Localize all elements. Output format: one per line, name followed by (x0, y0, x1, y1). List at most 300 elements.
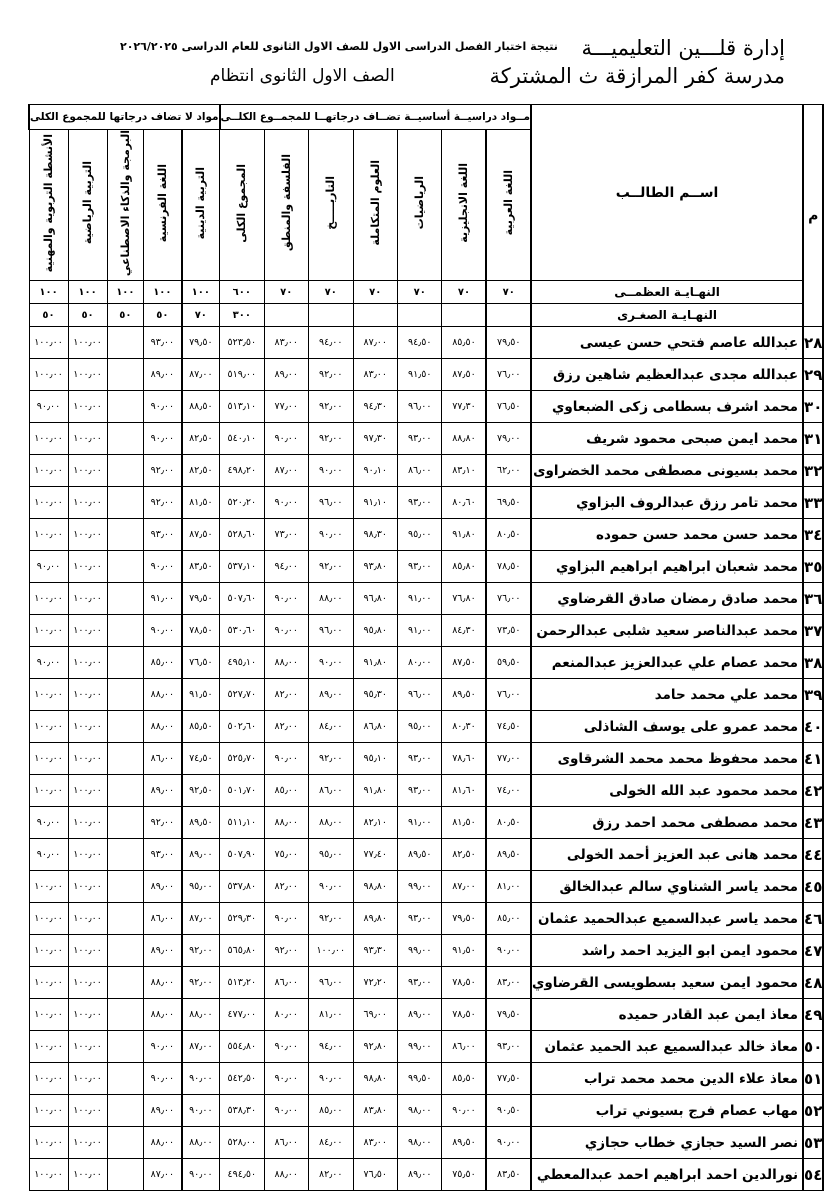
score-cell: ٨٩٫٠٠ (264, 359, 308, 391)
min-score-cell: ٣٠٠ (220, 304, 264, 327)
score-cell: ٧٦٫٨٠ (442, 583, 486, 615)
score-cell: ٩٥٫٣٠ (353, 679, 397, 711)
score-cell (107, 679, 144, 711)
score-cell: ٦٩٫٠٠ (353, 999, 397, 1031)
student-name: محمد عبدالناصر سعيد شلبى عبدالرحمن (531, 615, 803, 647)
score-cell: ٩٠٫٠٠ (144, 1063, 182, 1095)
student-index: ٥٢ (803, 1095, 823, 1127)
score-cell: ٩٠٫٠٠ (29, 647, 68, 679)
score-cell: ١٠٠٫٠٠ (68, 583, 107, 615)
header-group-row (29, 105, 823, 130)
student-index: ٣٩ (803, 679, 823, 711)
student-name: عبدالله مجدى عبدالعظيم شاهين رزق (531, 359, 803, 391)
min-score-cell (486, 304, 531, 327)
score-cell: ١٠٠٫٠٠ (68, 871, 107, 903)
score-cell: ٨٧٫٥٠ (182, 519, 220, 551)
score-cell: ٨٨٫٠٠ (264, 647, 308, 679)
max-score-cell: ٧٠ (264, 281, 308, 304)
score-cell: ٧٨٫٥٠ (442, 999, 486, 1031)
score-cell: ٩٩٫٥٠ (397, 1063, 441, 1095)
score-cell: ٧٤٫٥٠ (486, 711, 531, 743)
score-cell: ٨٨٫٠٠ (144, 711, 182, 743)
score-cell: ١٠٠٫٠٠ (68, 423, 107, 455)
student-name: محمد عصام علي عبدالعزيز عبدالمنعم (531, 647, 803, 679)
score-cell: ٨٩٫٥٠ (442, 679, 486, 711)
score-cell: ٥٢٣٫٥٠ (220, 327, 264, 359)
score-cell: ٩٠٫٠٠ (309, 1063, 353, 1095)
score-cell: ٨٦٫٠٠ (144, 903, 182, 935)
table-row (29, 583, 823, 615)
subject-label: التاريـــــخ (324, 176, 338, 230)
score-cell: ٩٥٫١٠ (353, 743, 397, 775)
student-index: ٣٨ (803, 647, 823, 679)
score-cell: ٩١٫٨٠ (353, 647, 397, 679)
subject-label: التربية الدينية (194, 166, 208, 240)
score-cell: ٧٧٫٤٠ (353, 839, 397, 871)
score-cell: ٥٩٫٥٠ (486, 647, 531, 679)
score-cell: ٧٤٫٠٠ (486, 775, 531, 807)
student-name: معاذ ايمن عبد القادر حميده (531, 999, 803, 1031)
group-header-extra: مواد لا تضاف درجاتها للمجموع الكلى (29, 105, 220, 130)
student-name: نورالدين احمد ابراهيم احمد عبدالمعطي (531, 1159, 803, 1191)
student-index: ٤٦ (803, 903, 823, 935)
score-cell (107, 1063, 144, 1095)
table-row (29, 743, 823, 775)
score-cell: ٨٢٫٠٠ (264, 679, 308, 711)
table-row (29, 871, 823, 903)
max-score-cell: ٧٠ (353, 281, 397, 304)
table-row (29, 775, 823, 807)
score-cell: ٨٠٫٣٠ (442, 711, 486, 743)
score-cell: ٩٠٫٠٠ (264, 903, 308, 935)
score-cell: ٨٧٫٠٠ (442, 871, 486, 903)
score-cell: ٨٥٫٠٠ (309, 1095, 353, 1127)
score-cell: ١٠٠٫٠٠ (29, 999, 68, 1031)
student-name: عبدالله عاصم فتحي حسن عيسى (531, 327, 803, 359)
score-cell: ١٠٠٫٠٠ (29, 711, 68, 743)
score-cell: ٩١٫١٠ (353, 487, 397, 519)
score-cell: ١٠٠٫٠٠ (68, 903, 107, 935)
score-cell: ٩٠٫٠٠ (182, 1159, 220, 1191)
score-cell: ٨٦٫٠٠ (442, 1031, 486, 1063)
score-cell: ١٠٠٫٠٠ (29, 1063, 68, 1095)
max-score-label: النهـايـة العظمــى (531, 281, 803, 304)
score-cell: ٤٩٥٫١٠ (220, 647, 264, 679)
subject-label: اللغة الفرنسية (155, 163, 169, 243)
column-header-name: اســم الطالــب (531, 105, 803, 281)
score-cell: ٨٦٫٠٠ (264, 967, 308, 999)
score-cell: ١٠٠٫٠٠ (29, 327, 68, 359)
score-cell: ٩٠٫٠٠ (486, 1127, 531, 1159)
score-cell: ١٠٠٫٠٠ (68, 487, 107, 519)
student-index: ٥٣ (803, 1127, 823, 1159)
score-cell: ٨٨٫٠٠ (309, 583, 353, 615)
score-cell: ٨٤٫٠٠ (309, 711, 353, 743)
score-cell: ٩١٫٠٠ (144, 583, 182, 615)
score-cell (107, 1159, 144, 1191)
score-cell: ٨١٫٠٠ (309, 999, 353, 1031)
score-cell: ٩١٫٥٠ (442, 935, 486, 967)
score-cell: ٧٨٫٥٠ (442, 967, 486, 999)
max-score-cell: ٧٠ (397, 281, 441, 304)
score-cell: ١٠٠٫٠٠ (29, 519, 68, 551)
score-cell: ٩٠٫٠٠ (309, 647, 353, 679)
score-cell: ٩٥٫٠٠ (397, 519, 441, 551)
score-cell: ٥٦٥٫٨٠ (220, 935, 264, 967)
score-cell: ٥٢٠٫٢٠ (220, 487, 264, 519)
table-row (29, 359, 823, 391)
score-cell: ١٠٠٫٠٠ (29, 1159, 68, 1191)
score-cell: ٨٨٫٠٠ (144, 1127, 182, 1159)
score-cell: ٧٤٫٥٠ (182, 743, 220, 775)
student-name: محمد عمرو على يوسف الشاذلى (531, 711, 803, 743)
score-cell: ١٠٠٫٠٠ (68, 711, 107, 743)
score-cell: ٧٦٫٥٠ (486, 391, 531, 423)
score-cell: ٨٥٫٥٠ (442, 1063, 486, 1095)
score-cell: ٨١٫٥٠ (182, 487, 220, 519)
score-cell: ١٠٠٫٠٠ (68, 999, 107, 1031)
score-cell: ٩١٫٥٠ (397, 359, 441, 391)
score-cell: ٨٢٫٠٠ (309, 1159, 353, 1191)
score-cell: ١٠٠٫٠٠ (68, 679, 107, 711)
student-name: نصر السيد حجازي خطاب حجازي (531, 1127, 803, 1159)
student-name: محمد شعبان ابراهيم ابراهيم البزاوي (531, 551, 803, 583)
score-cell: ٨٨٫٠٠ (144, 679, 182, 711)
student-name: محمد علي محمد حامد (531, 679, 803, 711)
score-cell: ٥٠٧٫٩٠ (220, 839, 264, 871)
student-name: محمد تامر رزق عبدالروف البزاوي (531, 487, 803, 519)
score-cell: ٩٥٫٠٠ (309, 839, 353, 871)
max-score-cell: ١٠٠ (29, 281, 68, 304)
score-cell: ٧٨٫٥٠ (182, 615, 220, 647)
table-row (29, 679, 823, 711)
subject-header (29, 130, 68, 281)
score-cell: ٨٨٫٠٠ (182, 999, 220, 1031)
subject-label: الأنشطة التربوية والمهنية (42, 133, 56, 273)
subject-label: الفلسفة والمنطق (279, 154, 293, 252)
student-name: معاذ علاء الدين محمد محمد تراب (531, 1063, 803, 1095)
score-cell: ٨٩٫٠٠ (397, 999, 441, 1031)
score-cell: ٧٩٫٠٠ (486, 423, 531, 455)
score-cell: ٥٠٢٫٦٠ (220, 711, 264, 743)
score-cell: ٩٤٫٥٠ (397, 327, 441, 359)
max-score-cell: ١٠٠ (144, 281, 182, 304)
score-cell: ٩٦٫٠٠ (309, 967, 353, 999)
score-cell: ٤٧٧٫٠٠ (220, 999, 264, 1031)
subject-header (486, 130, 531, 281)
subject-header (442, 130, 486, 281)
score-cell (107, 551, 144, 583)
score-cell: ٥٣٧٫١٠ (220, 551, 264, 583)
score-cell: ٩١٫٨٠ (442, 519, 486, 551)
score-cell: ٨٠٫٠٠ (397, 647, 441, 679)
min-score-cell (353, 304, 397, 327)
student-name: محمد صادق رمضان صادق القرضاوي (531, 583, 803, 615)
score-cell: ١٠٠٫٠٠ (29, 1095, 68, 1127)
table-row (29, 807, 823, 839)
score-cell: ٧٨٫٥٠ (486, 551, 531, 583)
score-cell: ٧٧٫٥٠ (486, 1063, 531, 1095)
score-cell: ٧٣٫٠٠ (264, 519, 308, 551)
student-index: ٤٢ (803, 775, 823, 807)
score-cell: ٩٨٫٣٠ (353, 519, 397, 551)
min-score-cell: ٥٠ (144, 304, 182, 327)
score-cell: ١٠٠٫٠٠ (29, 615, 68, 647)
score-cell: ٩٨٫٨٠ (353, 871, 397, 903)
score-cell: ٤٩٨٫٢٠ (220, 455, 264, 487)
score-cell: ٥٠١٫٧٠ (220, 775, 264, 807)
score-cell: ٥٠٧٫٦٠ (220, 583, 264, 615)
student-name: محمود ايمن سعيد بسطويسى القرضاوي (531, 967, 803, 999)
score-cell: ٧٩٫٥٠ (442, 903, 486, 935)
subject-header (182, 130, 220, 281)
score-cell: ١٠٠٫٠٠ (29, 455, 68, 487)
score-cell: ٩٨٫٠٠ (397, 1127, 441, 1159)
score-cell (107, 999, 144, 1031)
table-row (29, 1159, 823, 1191)
score-cell: ٨١٫٥٠ (442, 807, 486, 839)
score-cell: ١٠٠٫٠٠ (29, 935, 68, 967)
table-row (29, 1127, 823, 1159)
exam-title: نتيجة اختبار الفصل الدراسى الاول للصف الاول الثانوى للعام الدراسى ٢٠٢٦/٢٠٢٥ (120, 40, 558, 53)
student-index: ٣١ (803, 423, 823, 455)
score-cell: ٩٢٫٠٠ (144, 487, 182, 519)
table-row (29, 647, 823, 679)
score-cell: ١٠٠٫٠٠ (29, 359, 68, 391)
score-cell: ٩٤٫٠٠ (309, 327, 353, 359)
group-header-basic: مــواد دراسيــة أساسيــة تضــاف درجاتهــا للمجمــوع الكلــى (220, 105, 531, 130)
score-cell: ١٠٠٫٠٠ (29, 871, 68, 903)
score-cell: ٧٦٫٥٠ (353, 1159, 397, 1191)
score-cell: ٩٢٫٠٠ (309, 359, 353, 391)
score-cell: ٩٠٫٠٠ (309, 455, 353, 487)
score-cell: ٥٢٧٫٧٠ (220, 679, 264, 711)
student-name: مهاب عصام فرج بسيوني تراب (531, 1095, 803, 1127)
score-cell: ٨٨٫٠٠ (182, 1127, 220, 1159)
min-score-cell: ٥٠ (68, 304, 107, 327)
score-cell: ٩٢٫٠٠ (309, 551, 353, 583)
score-cell: ٩٢٫٠٠ (144, 455, 182, 487)
score-cell: ٩٠٫٠٠ (182, 1095, 220, 1127)
score-cell: ٩٠٫٠٠ (29, 391, 68, 423)
column-header-index: م (803, 105, 823, 327)
score-cell: ١٠٠٫٠٠ (68, 1159, 107, 1191)
student-name: محمد محمود عبد الله الخولى (531, 775, 803, 807)
score-cell: ٩٢٫٠٠ (182, 935, 220, 967)
score-cell: ١٠٠٫٠٠ (29, 967, 68, 999)
score-cell: ٨٧٫٠٠ (182, 359, 220, 391)
score-cell: ٦٢٫٠٠ (486, 455, 531, 487)
score-cell: ١٠٠٫٠٠ (68, 327, 107, 359)
score-cell: ٨٩٫٥٠ (442, 1127, 486, 1159)
score-cell: ٩٣٫٨٠ (353, 551, 397, 583)
score-cell (107, 583, 144, 615)
table-row (29, 551, 823, 583)
score-cell: ٧٢٫٢٠ (353, 967, 397, 999)
student-index: ٣٣ (803, 487, 823, 519)
score-cell: ٨٨٫٠٠ (309, 807, 353, 839)
score-cell: ٨٨٫٠٠ (264, 1159, 308, 1191)
student-index: ٤١ (803, 743, 823, 775)
subject-label: اللغة الانجليزية (457, 163, 471, 243)
student-index: ٤٤ (803, 839, 823, 871)
table-row (29, 903, 823, 935)
score-cell: ٩٠٫٠٠ (486, 935, 531, 967)
subject-label: الرياضيات (413, 176, 427, 230)
score-cell: ٩٠٫٠٠ (264, 1063, 308, 1095)
student-name: محمد هانى عبد العزيز أحمد الخولى (531, 839, 803, 871)
student-index: ٢٨ (803, 327, 823, 359)
score-cell: ٨٥٫٥٠ (442, 327, 486, 359)
table-row (29, 1031, 823, 1063)
subject-header (68, 130, 107, 281)
student-name: محمد ايمن صبحى محمود شريف (531, 423, 803, 455)
score-cell (107, 1127, 144, 1159)
min-score-cell: ٧٠ (182, 304, 220, 327)
score-cell: ٩٠٫١٠ (353, 455, 397, 487)
score-cell: ٨٧٫٠٠ (144, 1159, 182, 1191)
score-cell: ٨٣٫٠٠ (353, 359, 397, 391)
table-row (29, 935, 823, 967)
student-name: محمد بسيونى مصطفى محمد الخضراوى (531, 455, 803, 487)
table-row (29, 391, 823, 423)
score-cell: ٩٤٫٠٠ (309, 1031, 353, 1063)
administration-title: إدارة قلـــين التعليميـــة (581, 36, 785, 60)
table-row (29, 615, 823, 647)
student-name: معاذ خالد عبدالسميع عبد الحميد عثمان (531, 1031, 803, 1063)
score-cell: ٥١٣٫٢٠ (220, 967, 264, 999)
score-cell: ١٠٠٫٠٠ (68, 775, 107, 807)
subject-header (107, 130, 144, 281)
score-cell: ٧٦٫٠٠ (486, 359, 531, 391)
score-cell: ١٠٠٫٠٠ (309, 935, 353, 967)
score-cell: ١٠٠٫٠٠ (68, 1063, 107, 1095)
score-cell: ٨٧٫٠٠ (353, 327, 397, 359)
score-cell: ٥٣٠٫٦٠ (220, 615, 264, 647)
score-cell: ١٠٠٫٠٠ (68, 839, 107, 871)
student-index: ٣٢ (803, 455, 823, 487)
score-cell: ٩٠٫٠٠ (442, 1095, 486, 1127)
score-cell: ٨٩٫٥٠ (486, 839, 531, 871)
score-cell: ٩٣٫٠٠ (144, 327, 182, 359)
score-cell: ٩٣٫٠٠ (397, 903, 441, 935)
score-cell: ٨٧٫٠٠ (264, 455, 308, 487)
score-cell: ٥١١٫١٠ (220, 807, 264, 839)
min-score-cell (397, 304, 441, 327)
min-score-row (29, 304, 823, 327)
min-score-cell (442, 304, 486, 327)
score-cell: ٧٩٫٥٠ (182, 583, 220, 615)
student-index: ٤٩ (803, 999, 823, 1031)
student-index: ٤٠ (803, 711, 823, 743)
score-cell (107, 807, 144, 839)
score-cell: ٨٣٫٥٠ (182, 551, 220, 583)
max-score-cell: ٧٠ (442, 281, 486, 304)
score-cell: ٩٩٫٠٠ (397, 935, 441, 967)
subject-header (309, 130, 353, 281)
score-cell: ٧٩٫٥٠ (486, 327, 531, 359)
student-index: ٥٠ (803, 1031, 823, 1063)
score-cell: ٧٩٫٥٠ (486, 999, 531, 1031)
score-cell: ٧٩٫٥٠ (182, 327, 220, 359)
score-cell: ١٠٠٫٠٠ (29, 1127, 68, 1159)
score-cell: ٨٥٫٨٠ (442, 551, 486, 583)
score-cell: ٩٠٫٠٠ (264, 583, 308, 615)
score-cell: ٩٨٫٨٠ (353, 1063, 397, 1095)
score-cell: ٩٦٫٠٠ (397, 391, 441, 423)
score-cell: ٧٦٫٥٠ (182, 647, 220, 679)
score-cell: ٩٣٫٠٠ (144, 519, 182, 551)
score-cell: ٩٤٫٣٠ (353, 391, 397, 423)
score-cell: ٤٩٤٫٥٠ (220, 1159, 264, 1191)
score-cell (107, 903, 144, 935)
score-cell (107, 839, 144, 871)
score-cell: ٨٦٫٨٠ (353, 711, 397, 743)
score-cell: ٥٢٥٫٧٠ (220, 743, 264, 775)
student-index: ٥٤ (803, 1159, 823, 1191)
score-cell: ١٠٠٫٠٠ (29, 1031, 68, 1063)
score-cell: ٩١٫٠٠ (397, 583, 441, 615)
score-cell: ٩٠٫٠٠ (144, 423, 182, 455)
score-cell: ٩٣٫٠٠ (397, 775, 441, 807)
score-cell: ٧٦٫٠٠ (486, 679, 531, 711)
score-cell: ٩٦٫٠٠ (397, 679, 441, 711)
score-cell: ٧٣٫٥٠ (486, 615, 531, 647)
subject-header (264, 130, 308, 281)
score-cell: ٩٢٫٠٠ (309, 391, 353, 423)
student-index: ٣٠ (803, 391, 823, 423)
score-cell: ٩٠٫٠٠ (144, 1031, 182, 1063)
score-cell: ٨٣٫٥٠ (486, 1159, 531, 1191)
subject-label: اللغة العربية (502, 170, 516, 236)
score-cell (107, 967, 144, 999)
student-index: ٣٦ (803, 583, 823, 615)
score-cell: ٨٠٫٠٠ (264, 999, 308, 1031)
score-cell: ٥٢٩٫٣٠ (220, 903, 264, 935)
score-cell (107, 327, 144, 359)
max-score-cell: ٧٠ (486, 281, 531, 304)
score-cell: ٨٩٫٨٠ (353, 903, 397, 935)
score-cell: ٩٥٫٠٠ (182, 871, 220, 903)
score-cell: ١٠٠٫٠٠ (68, 391, 107, 423)
min-score-label: النهـايـة الصغـرى (531, 304, 803, 327)
score-cell: ٥٥٤٫٨٠ (220, 1031, 264, 1063)
score-cell: ٨٧٫٠٠ (182, 903, 220, 935)
score-cell: ١٠٠٫٠٠ (68, 807, 107, 839)
score-cell (107, 359, 144, 391)
max-score-cell: ٧٠ (309, 281, 353, 304)
score-cell: ٨٦٫٠٠ (144, 743, 182, 775)
score-cell: ٥٣٧٫٨٠ (220, 871, 264, 903)
score-cell: ٨٩٫٠٠ (144, 775, 182, 807)
score-cell: ٨٧٫٥٠ (442, 359, 486, 391)
student-index: ٣٥ (803, 551, 823, 583)
score-cell (107, 519, 144, 551)
score-cell: ٨١٫٠٠ (486, 871, 531, 903)
score-cell: ٩٩٫٠٠ (397, 1031, 441, 1063)
score-cell (107, 423, 144, 455)
score-cell: ٨٩٫٠٠ (397, 1159, 441, 1191)
score-cell: ٨٢٫١٠ (353, 807, 397, 839)
max-score-cell: ١٠٠ (107, 281, 144, 304)
score-cell: ٨٣٫٠٠ (353, 1127, 397, 1159)
score-cell: ٥٤٢٫٥٠ (220, 1063, 264, 1095)
score-cell: ٨٧٫٠٠ (182, 1031, 220, 1063)
subject-label: البرمجة والذكاء الاصطناعي (118, 130, 132, 277)
score-cell: ٩٠٫٥٠ (486, 1095, 531, 1127)
table-row (29, 455, 823, 487)
min-score-cell (264, 304, 308, 327)
